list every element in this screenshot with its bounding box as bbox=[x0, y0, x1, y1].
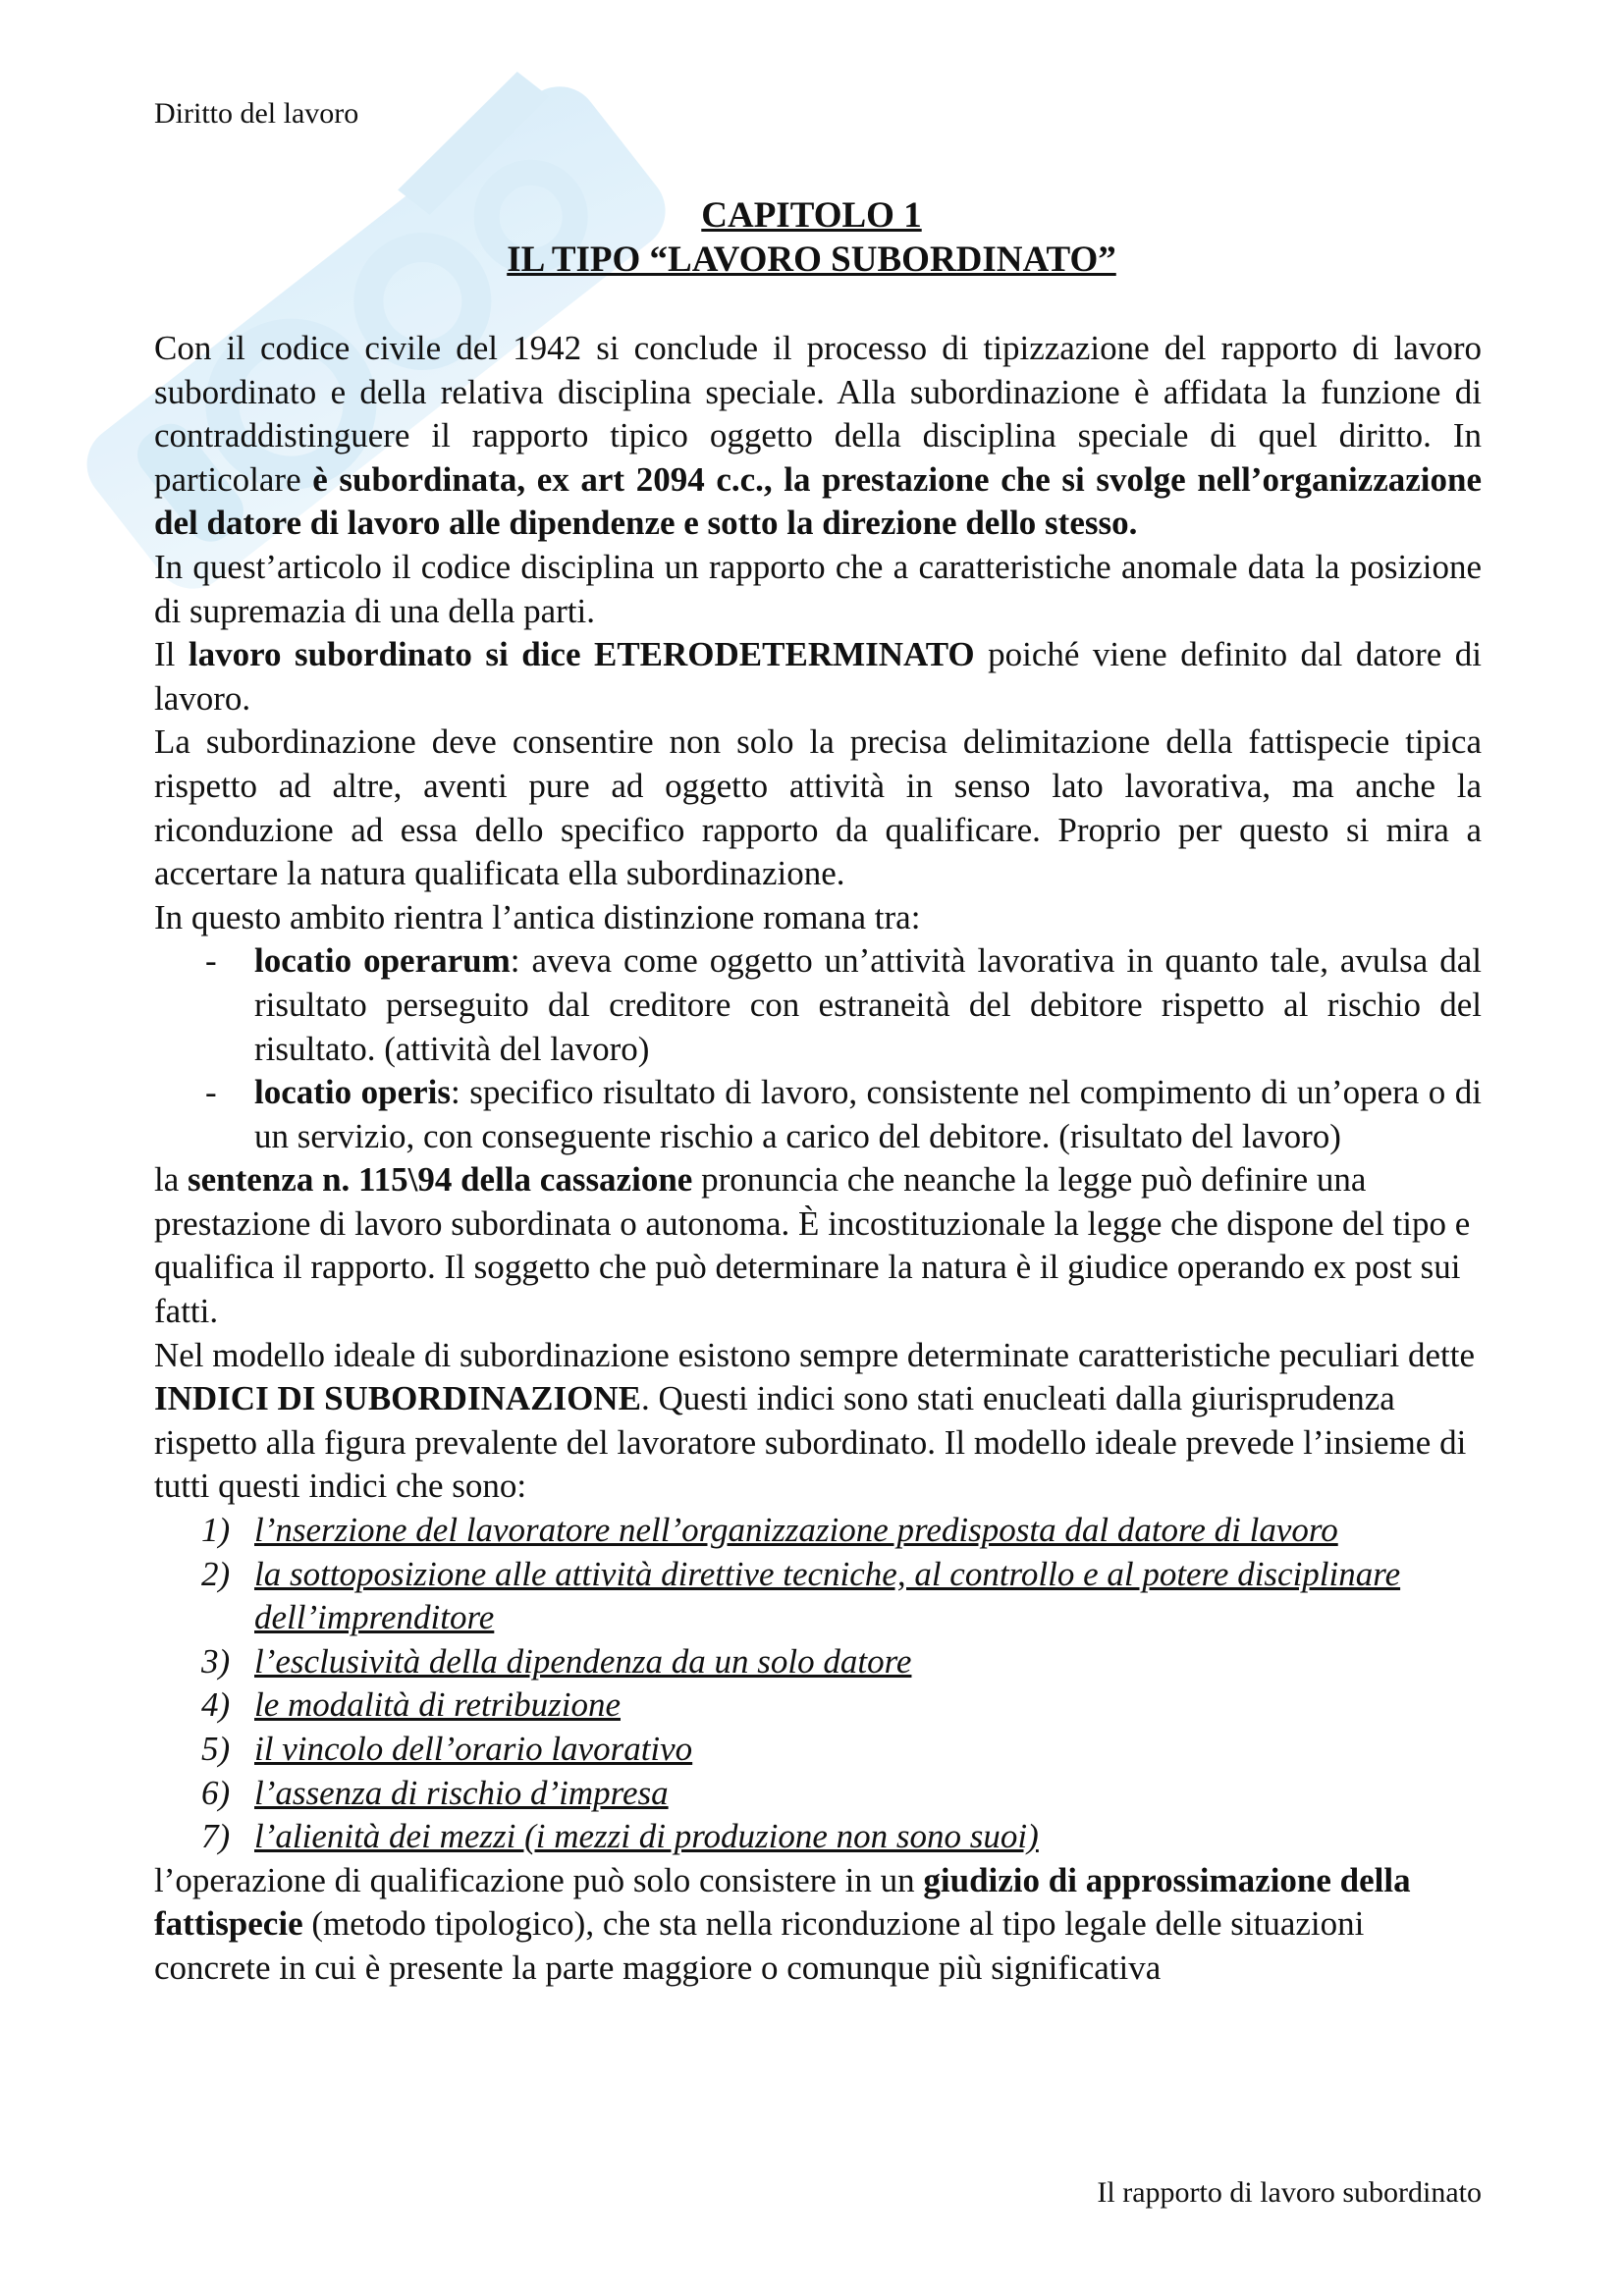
paragraph-indici: Nel modello ideale di subordinazione esistono sempre determinate caratteristiche peculiari dette INDICI DI SUBORDINAZIONE. Questi indici sono stati enucleati dalla giurisprudenza rispetto alla figura prevalente del lavoratore subordinato. Il modello ideale prevede l’insieme di tutti questi indici che sono: bbox=[154, 1335, 1476, 1506]
paragraph-subordinazione: La subordinazione deve consentire non solo la precisa delimitazione della fattispecie tipica rispetto ad altre, aventi pure ad oggetto attività in senso lato lavorativa, ma anche la riconduzione ad essa dello specifico rapporto da qualificare. Proprio per questo si mira a accertare la natura qualificata ella subordinazione. bbox=[154, 722, 1482, 893]
list-item: 1) l’nserzione del lavoratore nell’organizzazione predisposta dal datore di lavoro bbox=[201, 1511, 1338, 1550]
paragraph-eterodeterminato: Il lavoro subordinato si dice ETERODETERMINATO poiché viene definito dal datore di lavoro. bbox=[154, 635, 1482, 718]
paragraph-sentenza: la sentenza n. 115\94 della cassazione pronuncia che neanche la legge può definire una prestazione di lavoro subordinata o autonoma. È incostituzionale la legge che dispone del tipo e qualifica il rapporto. Il soggetto che può determinare la natura è il giudice operando ex post sui fatti. bbox=[154, 1160, 1471, 1331]
list-item: 7) l’alienità dei mezzi (i mezzi di produzione non sono suoi) bbox=[201, 1817, 1039, 1856]
list-item: 4) le modalità di retribuzione bbox=[201, 1685, 621, 1725]
indices-list bbox=[154, 1509, 1482, 1859]
running-header: Diritto del lavoro bbox=[154, 97, 359, 130]
list-item: 6) l’assenza di rischio d’impresa bbox=[201, 1773, 669, 1812]
chapter-heading bbox=[0, 193, 1623, 282]
document-body bbox=[154, 327, 1482, 1991]
chapter-number: CAPITOLO 1 bbox=[701, 195, 922, 236]
paragraph-intro: Con il codice civile del 1942 si conclude il processo di tipizzazione del rapporto di lavoro subordinato e della relativa disciplina speciale. Alla subordinazione è affidata la funzione di contraddistinguere il rapporto tipico oggetto della disciplina speciale di quel diritto. In particolare è subordinata, ex art 2094 c.c., la prestazione che si svolge nell’organizzazione del datore di lavoro alle dipendenze e sotto la direzione dello stesso. bbox=[154, 329, 1482, 543]
chapter-title: IL TIPO “LAVORO SUBORDINATO” bbox=[507, 240, 1116, 280]
list-item-locatio-operis: - locatio operis: specifico risultato di lavoro, consistente nel compimento di un’opera o di un servizio, con conseguente rischio a carico del debitore. (risultato del lavoro) bbox=[205, 1073, 1482, 1155]
list-item: 2) la sottoposizione alle attività direttive tecniche, al controllo e al potere disciplinare dell’imprenditore bbox=[201, 1554, 1401, 1637]
definition-art-2094: è subordinata, ex art 2094 c.c., la prestazione che si svolge nell’organizzazione del datore di lavoro alle dipendenze e sotto la direzione dello stesso. bbox=[154, 459, 1482, 543]
list-item: 5) il vincolo dell’orario lavorativo bbox=[201, 1730, 693, 1768]
list-item: 3) l’esclusività della dipendenza da un solo datore bbox=[201, 1641, 912, 1681]
paragraph-qualificazione: l’operazione di qualificazione può solo consistere in un giudizio di approssimazione della fattispecie (metodo tipologico), che sta nella riconduzione al tipo legale delle situazioni concrete in cui è presente la parte maggiore o comunque più significativa bbox=[154, 1860, 1411, 1987]
list-item-locatio-operarum: - locatio operarum: aveva come oggetto un’attività lavorativa in quanto tale, avulsa dal risultato perseguito dal creditore con estraneità del debitore rispetto al rischio del risultato. (attività del lavoro) bbox=[205, 941, 1483, 1068]
paragraph-distinzione: In questo ambito rientra l’antica distinzione romana tra: bbox=[154, 897, 921, 936]
running-footer: Il rapporto di lavoro subordinato bbox=[1097, 2176, 1482, 2209]
paragraph-article: In quest’articolo il codice disciplina un rapporto che a caratteristiche anomale data la posizione di supremazia di una della parti. bbox=[154, 547, 1482, 630]
